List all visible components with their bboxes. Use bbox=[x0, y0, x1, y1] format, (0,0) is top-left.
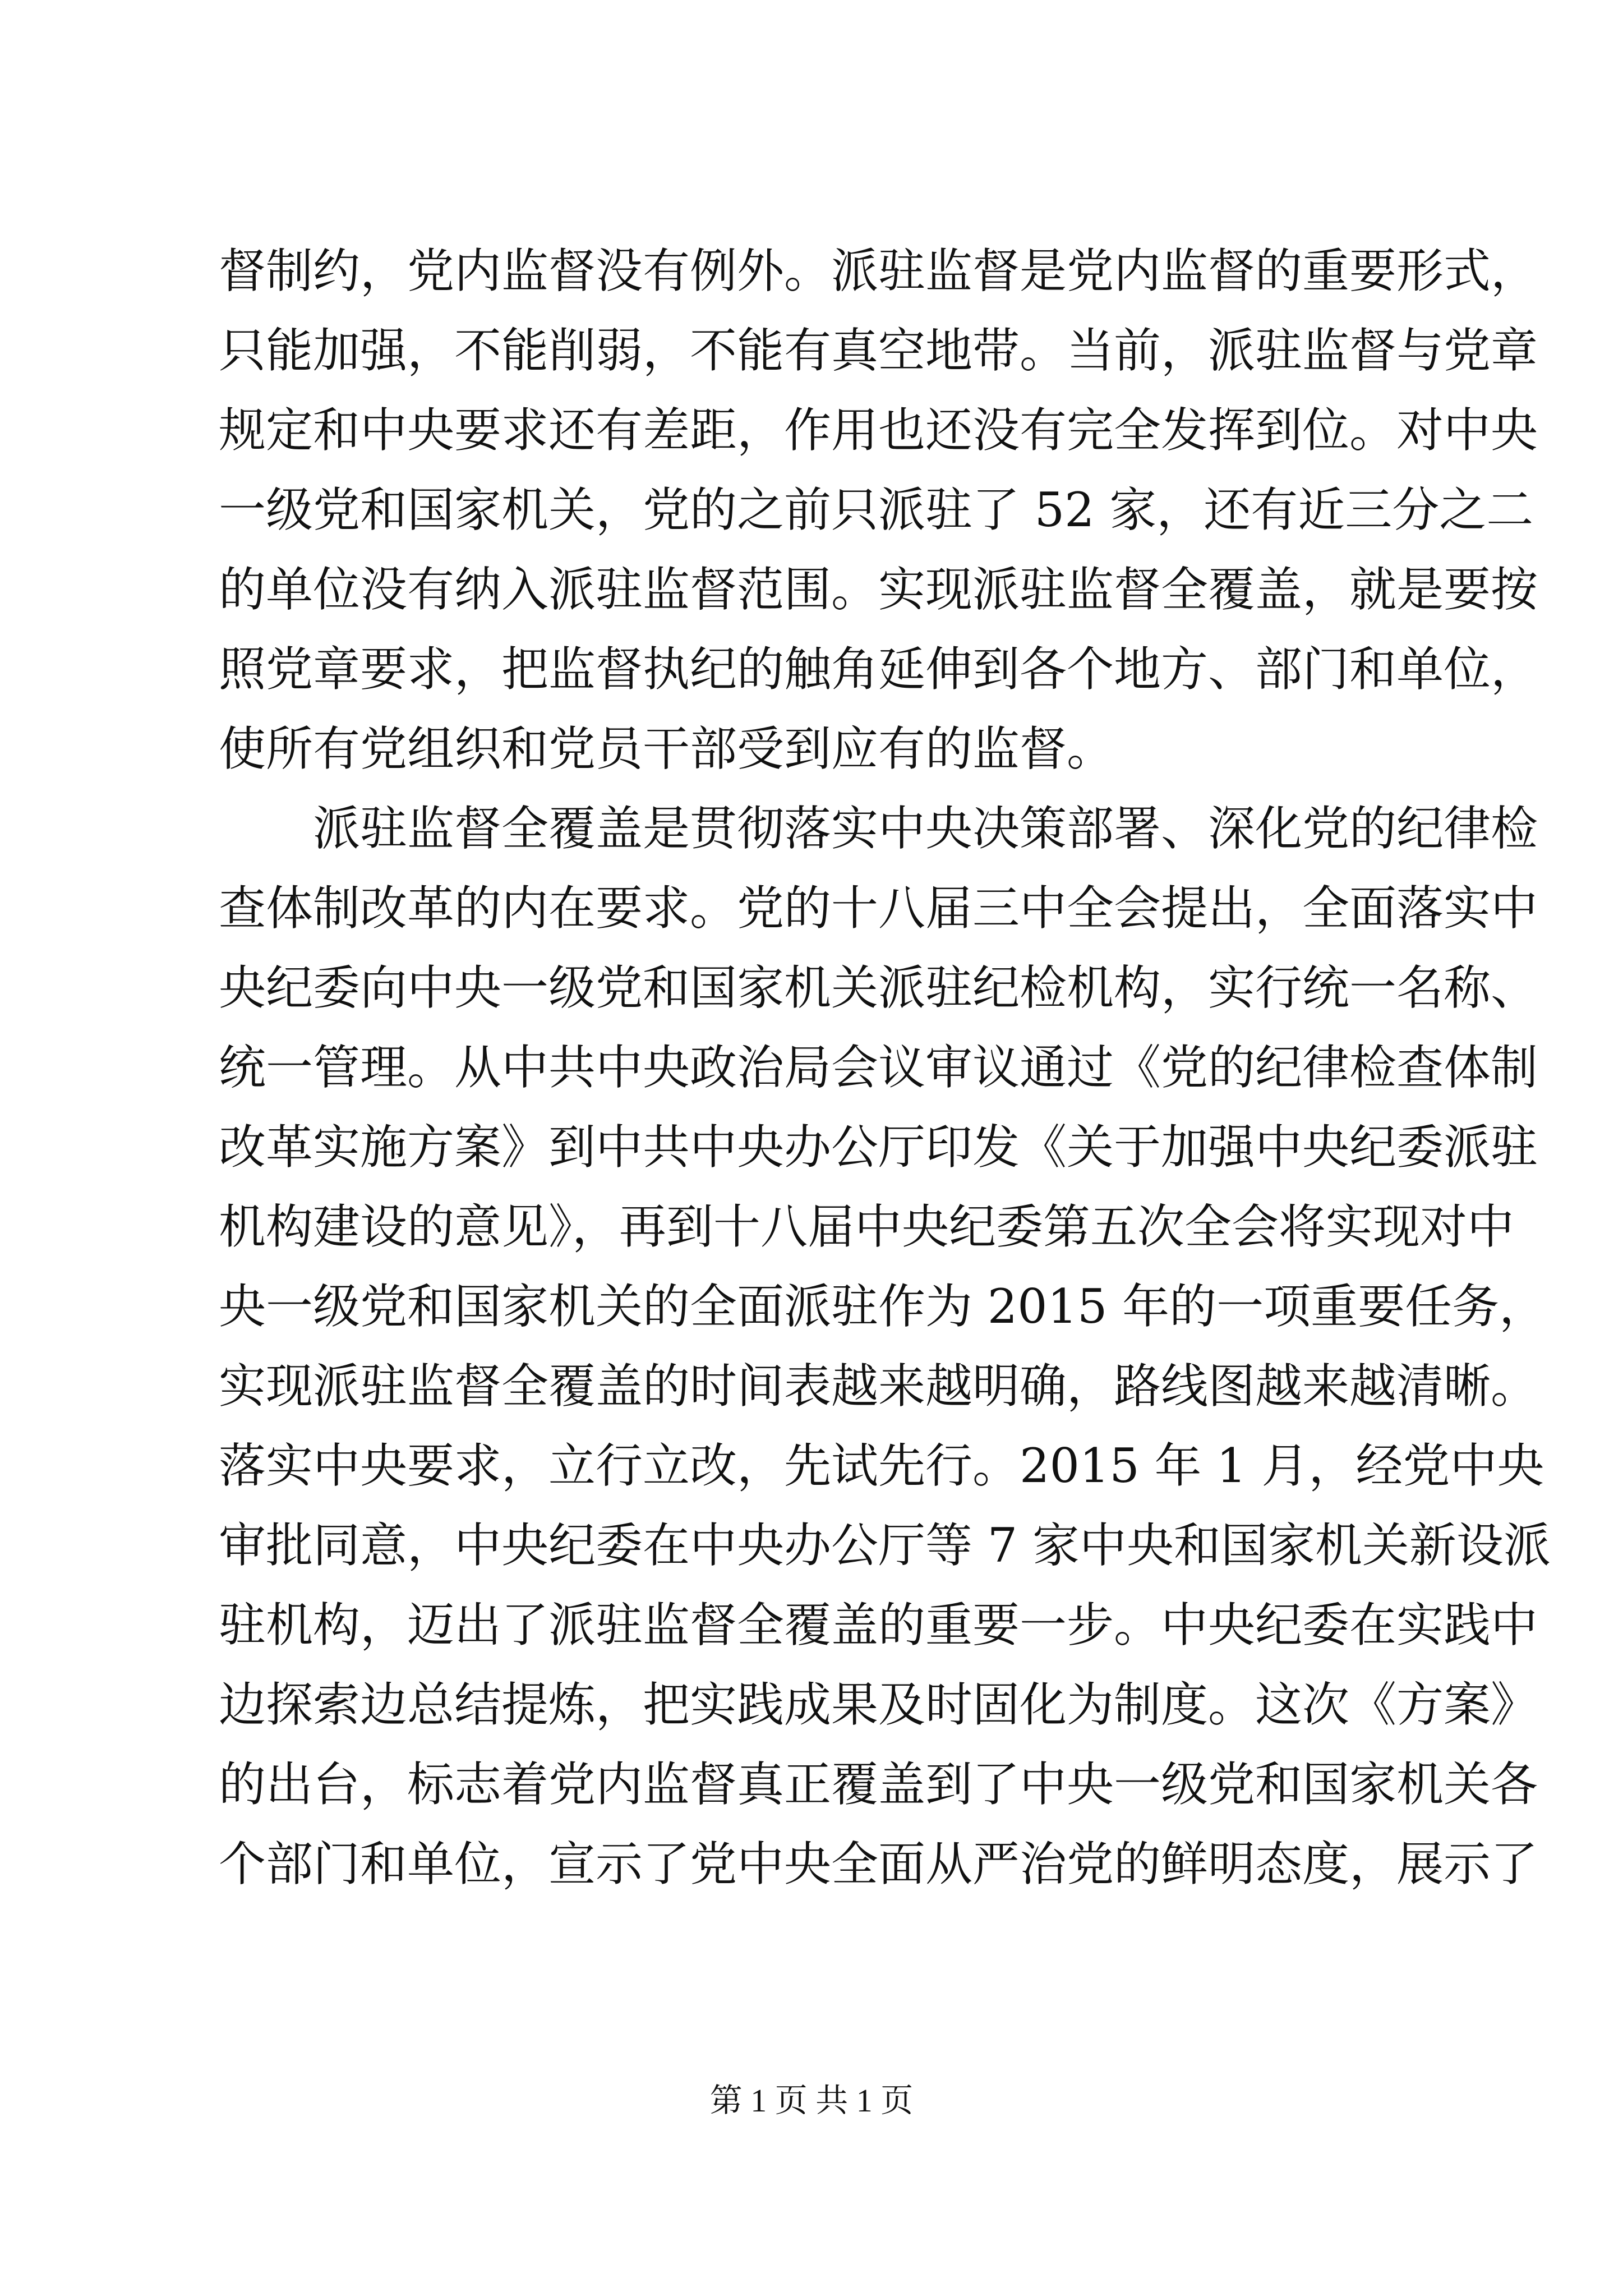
body-line: 的出台，标志着党内监督真正覆盖到了中央一级党和国家机关各 bbox=[219, 1757, 1538, 1812]
body-line: 央纪委向中央一级党和国家机关派驻纪检机构，实行统一名称、 bbox=[219, 960, 1538, 1015]
body-line: 落实中央要求，立行立改，先试先行。2015 年 1 月，经党中央 bbox=[219, 1438, 1544, 1493]
body-line: 只能加强，不能削弱，不能有真空地带。当前，派驻监督与党章 bbox=[219, 323, 1538, 378]
body-line: 照党章要求，把监督执纪的触角延伸到各个地方、部门和单位， bbox=[219, 642, 1538, 697]
body-line: 查体制改革的内在要求。党的十八届三中全会提出，全面落实中 bbox=[219, 881, 1538, 936]
body-line: 央一级党和国家机关的全面派驻作为 2015 年的一项重要任务， bbox=[219, 1279, 1547, 1334]
body-line: 个部门和单位，宣示了党中央全面从严治党的鲜明态度，展示了 bbox=[219, 1837, 1538, 1892]
paragraph-first-line: 派驻监督全覆盖是贯彻落实中央决策部署、深化党的纪律检 bbox=[313, 801, 1538, 856]
body-line: 的单位没有纳入派驻监督范围。实现派驻监督全覆盖，就是要按 bbox=[219, 562, 1538, 617]
body-line: 一级党和国家机关，党的之前只派驻了 52 家，还有近三分之二 bbox=[219, 482, 1534, 537]
body-line: 边探索边总结提炼，把实践成果及时固化为制度。这次《方案》 bbox=[219, 1677, 1538, 1732]
body-line: 机构建设的意见》，再到十八届中央纪委第五次全会将实现对中 bbox=[219, 1199, 1515, 1254]
body-line: 统一管理。从中共中央政治局会议审议通过《党的纪律检查体制 bbox=[219, 1040, 1538, 1095]
body-line: 驻机构，迈出了派驻监督全覆盖的重要一步。中央纪委在实践中 bbox=[219, 1598, 1538, 1653]
body-line: 使所有党组织和党员干部受到应有的监督。 bbox=[219, 721, 1114, 776]
body-line: 审批同意，中央纪委在中央办公厅等 7 家中央和国家机关新设派 bbox=[219, 1518, 1551, 1573]
body-line: 督制约，党内监督没有例外。派驻监督是党内监督的重要形式， bbox=[219, 243, 1538, 298]
body-line: 规定和中央要求还有差距，作用也还没有完全发挥到位。对中央 bbox=[219, 403, 1538, 458]
body-line: 实现派驻监督全覆盖的时间表越来越明确，路线图越来越清晰。 bbox=[219, 1359, 1538, 1414]
page-number-footer: 第 1 页 共 1 页 bbox=[709, 2082, 914, 2119]
body-line: 改革实施方案》到中共中央办公厅印发《关于加强中央纪委派驻 bbox=[219, 1120, 1538, 1175]
